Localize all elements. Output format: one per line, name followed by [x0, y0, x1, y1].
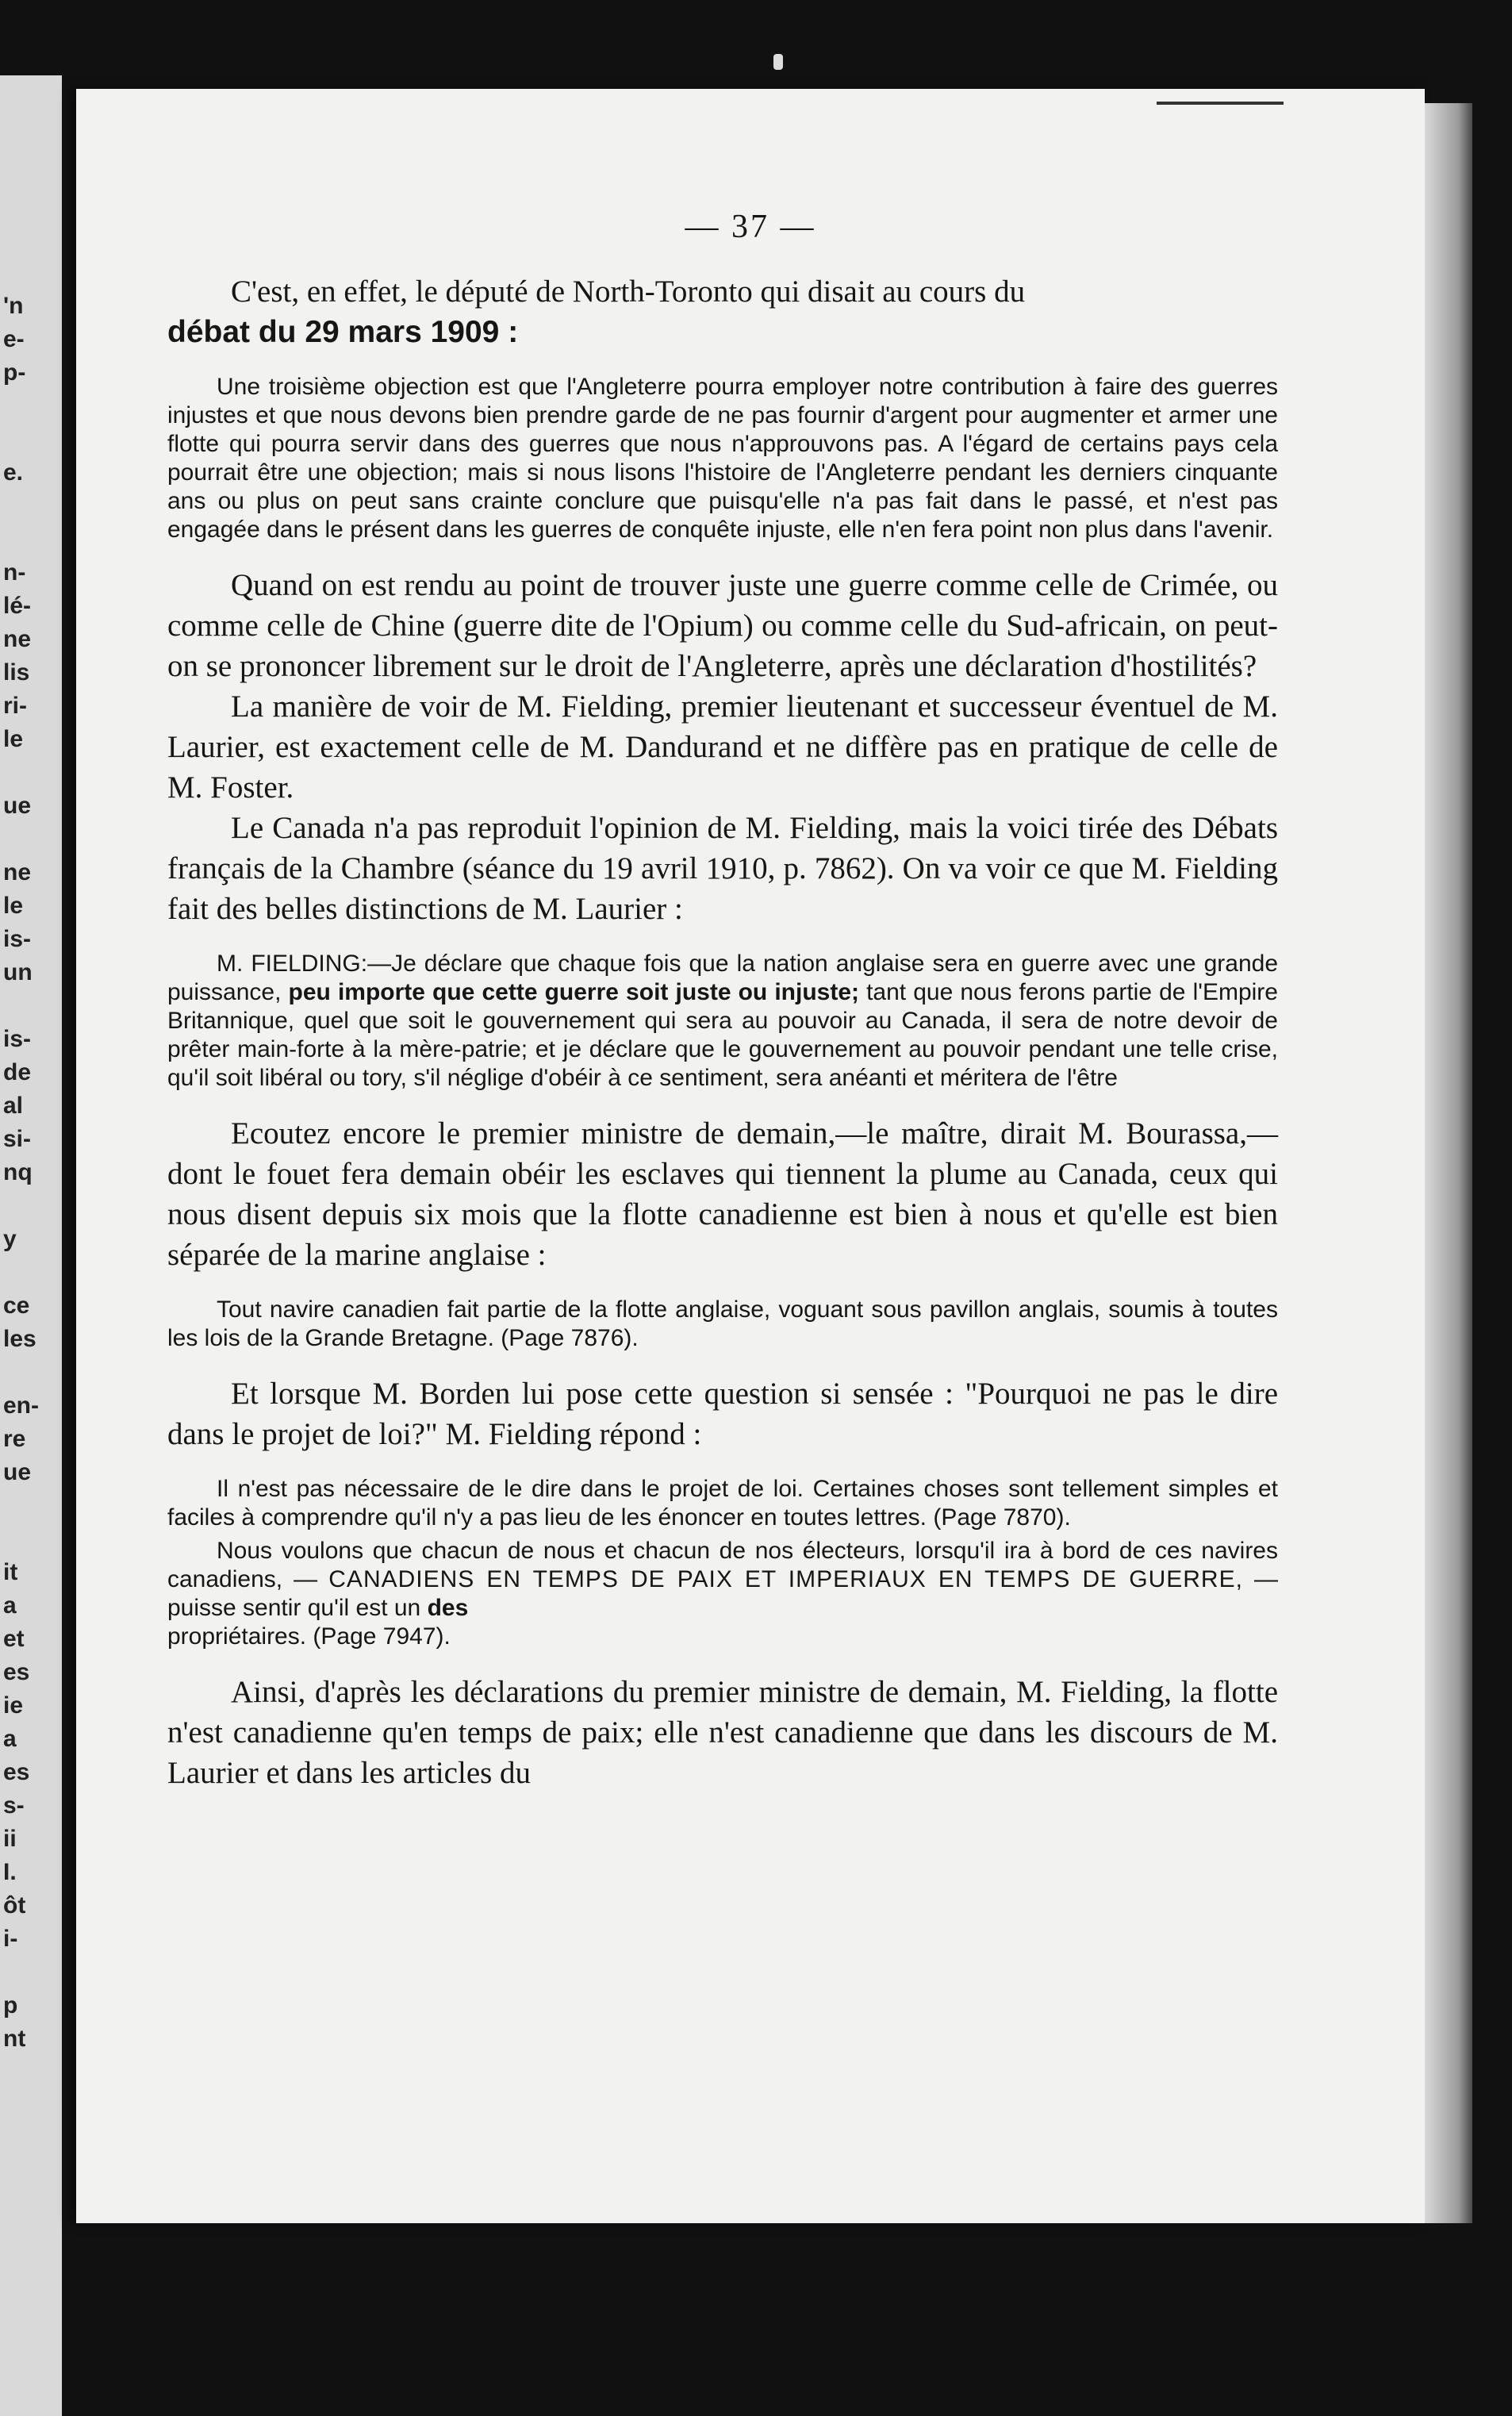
- intro-text: C'est, en effet, le député de North-Toronto qui disait au cours du: [231, 275, 1026, 309]
- left-fragment: nt: [3, 2026, 26, 2052]
- paragraph-fielding-view: La manière de voir de M. Fielding, premier lieutenant et successeur éventuel de M. Laurier, est exactement celle de M. Dandurand et ne diffère pas en pratique de celle de M. Foster.: [167, 689, 1278, 805]
- left-fragment: it: [3, 1559, 18, 1585]
- left-fragment: e.: [3, 459, 24, 486]
- quote-navire: [167, 1296, 1278, 1353]
- scan-artifact-line: [1157, 102, 1284, 105]
- quote-borden: [167, 373, 1278, 544]
- left-fragment: s-: [3, 1792, 25, 1819]
- left-fragment: a: [3, 1592, 17, 1619]
- quote-borden-text: Une troisième objection est que l'Angleterre pourra employer notre contribution à faire des guerres injustes et que nous devons bien prendre garde de ne pas fournir d'argent pour augmenter et armer une flotte qui pourra servir dans des guerres que nous n'approuvons pas. A l'égard de certains pays cela pourrait être une objection; mais si nous lisons l'histoire de l'Angleterre pendant les derniers cinquante ans ou plus on peut sans crainte conclure que puisqu'elle n'a pas fait dans le passé, et n'est pas engagée dans le présent dans les guerres de conquête injuste, elle n'en fera point non plus dans l'avenir.: [167, 374, 1278, 543]
- left-fragment: [0, 490, 62, 523]
- left-fragment: le: [3, 726, 24, 752]
- quote-reponse: [167, 1475, 1278, 1651]
- paragraph-ainsi: Ainsi, d'après les déclarations du premier ministre de demain, M. Fielding, la flotte n'est canadienne qu'en temps de paix; elle n'est canadienne que dans les discours de M. Laurier et dans les articles du: [167, 1675, 1278, 1790]
- left-fragment: al: [3, 1093, 24, 1119]
- left-fragment: ue: [3, 1459, 32, 1485]
- left-fragment: i-: [3, 1926, 18, 1952]
- intro-paragraph: [167, 271, 1278, 352]
- left-fragment: re: [3, 1426, 26, 1452]
- left-fragment: ce: [3, 1293, 30, 1319]
- left-fragment: ne: [3, 859, 32, 885]
- quote-reponse-b-text2: — puisse sentir qu'il est un: [167, 1566, 1278, 1621]
- left-fragment: [0, 989, 62, 1023]
- left-fragment: I.: [3, 1859, 17, 1885]
- left-fragment: [0, 1356, 62, 1389]
- left-fragment: es: [3, 1759, 30, 1785]
- quote-reponse-b-text3: propriétaires. (Page 7947).: [167, 1623, 451, 1650]
- left-fragment: is-: [3, 1026, 32, 1052]
- quote-speaker: M. FIELDING:: [217, 951, 368, 977]
- page-text: [167, 271, 1278, 1793]
- adjacent-page-fragment: [0, 75, 62, 2416]
- left-fragment: les: [3, 1326, 36, 1352]
- scan-artifact: [773, 54, 783, 70]
- left-fragment: [0, 1956, 62, 1989]
- quote-fielding-bold: peu importe que cette guerre soit juste ou injuste;: [288, 979, 859, 1005]
- left-fragment: un: [3, 959, 33, 985]
- intro-date: débat du 29 mars 1909 :: [167, 315, 519, 349]
- quote-reponse-b: [167, 1537, 1278, 1651]
- left-fragment: is-: [3, 926, 32, 952]
- left-fragment: e-: [3, 326, 25, 352]
- left-fragment: n-: [3, 559, 26, 586]
- left-fragment: ii: [3, 1826, 17, 1852]
- document-page: [76, 89, 1425, 2223]
- quote-fielding-a: —Je déclare que chaque fois que la nation anglaise sera en guerre avec une grande puissance,: [167, 951, 1278, 1005]
- left-fragment: ne: [3, 626, 32, 652]
- left-fragment: nq: [3, 1159, 33, 1185]
- left-fragment: ue: [3, 793, 32, 819]
- body-paragraphs-1: [167, 565, 1278, 929]
- left-fragment: [0, 1256, 62, 1289]
- left-fragment: [0, 823, 62, 856]
- left-fragment: [0, 1189, 62, 1223]
- left-fragment: p: [3, 1992, 18, 2018]
- quote-fielding-text: [167, 950, 1278, 1093]
- left-fragment: ôt: [3, 1892, 26, 1919]
- quote-reponse-bold: des: [427, 1595, 469, 1621]
- paragraph-ecoutez: Ecoutez encore le premier ministre de demain,—le maître, dirait M. Bourassa,—dont le fouet fera demain obéir les esclaves qui tiennent la plume au Canada, ceux qui nous disent depuis six mois que la flotte canadienne est bien à nous et qu'elle est bien séparée de la marine anglaise :: [167, 1116, 1278, 1272]
- left-fragment: [0, 523, 62, 556]
- left-fragment: [0, 1489, 62, 1523]
- quote-reponse-a: Il n'est pas nécessaire de le dire dans le projet de loi. Certaines choses sont tellement simples et faciles à comprendre qu'il n'y a pas lieu de les énoncer en toutes lettres. (Page 7870).: [167, 1476, 1278, 1531]
- left-fragment: de: [3, 1059, 32, 1085]
- left-fragment: y: [3, 1226, 17, 1252]
- body-paragraphs-3: [167, 1373, 1278, 1454]
- left-fragment: et: [3, 1626, 25, 1652]
- left-fragment: [0, 1523, 62, 1556]
- paragraph-debats: Le Canada n'a pas reproduit l'opinion de M. Fielding, mais la voici tirée des Débats français de la Chambre (séance du 19 avril 1910, p. 7862). On va voir ce que M. Fielding fait des belles distinctions de M. Laurier :: [167, 811, 1278, 926]
- body-paragraphs-4: [167, 1672, 1278, 1793]
- paragraph-crimee: Quand on est rendu au point de trouver juste une guerre comme celle de Crimée, ou comme celle de Chine (guerre dite de l'Opium) ou comme celle du Sud-africain, on peut-on se prononcer librement sur le droit de l'Angleterre, après une déclaration d'hostilités?: [167, 568, 1278, 683]
- left-fragment: [0, 756, 62, 789]
- left-fragment: lis: [3, 659, 30, 686]
- left-fragment: en-: [3, 1392, 39, 1419]
- page-edge-shadow: [1425, 103, 1472, 2223]
- left-fragment: [0, 423, 62, 456]
- left-fragment: ri-: [3, 693, 27, 719]
- left-fragment: p-: [3, 359, 26, 386]
- body-paragraphs-2: [167, 1113, 1278, 1275]
- page-number: — 37 —: [685, 209, 816, 245]
- quote-navire-text: Tout navire canadien fait partie de la flotte anglaise, voguant sous pavillon anglais, soumis à toutes les lois de la Grande Bretagne. (Page 7876).: [167, 1296, 1278, 1351]
- left-fragment: [0, 390, 62, 423]
- paragraph-borden-question: Et lorsque M. Borden lui pose cette question si sensée : "Pourquoi ne pas le dire dans le projet de loi?" M. Fielding répond :: [167, 1377, 1278, 1451]
- left-fragment: es: [3, 1659, 30, 1685]
- left-fragment: ie: [3, 1692, 24, 1719]
- quote-fielding-b: tant que nous ferons partie de l'Empire Britannique, quel que soit le gouvernement qui sera au pouvoir au Canada, il sera de notre devoir de prêter main-forte à la mère-patrie; et je déclare que le gouvernement au pouvoir pendant une telle crise, qu'il soit libéral ou tory, s'il néglige d'obéir à ce sentiment, sera anéanti et méritera de l'être: [167, 979, 1278, 1091]
- left-fragment: le: [3, 893, 24, 919]
- left-fragment: 'n: [3, 293, 24, 319]
- left-fragment: si-: [3, 1126, 32, 1152]
- quote-fielding: [167, 950, 1278, 1093]
- quote-reponse-b-text: Nous voulons que chacun de nous et chacun de nos électeurs, lorsqu'il ira à bord de ces navires canadiens, —: [167, 1538, 1278, 1592]
- quote-reponse-caps: CANADIENS EN TEMPS DE PAIX ET IMPERIAUX EN TEMPS DE GUERRE,: [328, 1566, 1243, 1592]
- left-fragment: a: [3, 1726, 17, 1752]
- left-fragment: lé-: [3, 593, 32, 619]
